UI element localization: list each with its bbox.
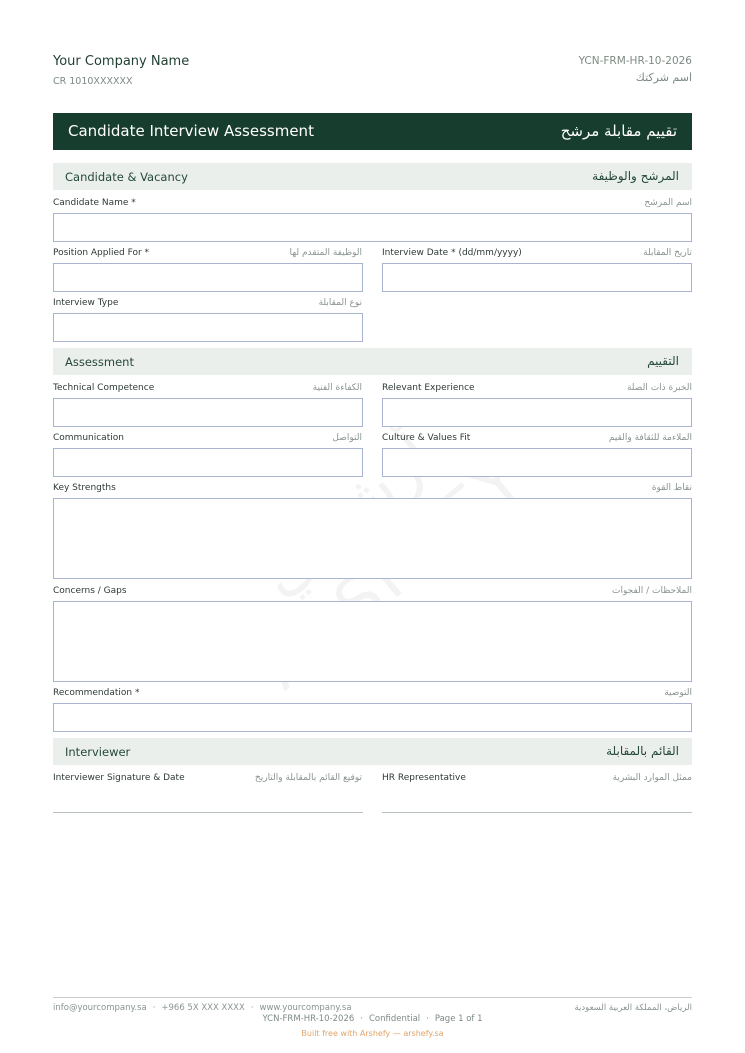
interviewer-signature-label-arabic: توقيع القائم بالمقابلة والتاريخ — [254, 773, 362, 783]
experience-label: Relevant Experience — [382, 383, 475, 393]
section-title-arabic: القائم بالمقابلة — [606, 744, 679, 758]
footer-phone: +966 5X XXX XXXX — [161, 1003, 245, 1013]
section-title-arabic: التقييم — [647, 354, 679, 368]
communication-label: Communication — [53, 433, 124, 443]
footer-page-number: Page 1 of 1 — [434, 1014, 483, 1024]
footer-contact: info@yourcompany.sa · +966 5X XXX XXXX · www.yourcompany.sa — [53, 1003, 352, 1013]
footer-credit-link[interactable]: Built free with Arshefy — arshefy.sa — [301, 1029, 444, 1038]
company-name: Your Company Name — [53, 54, 190, 69]
position-label-arabic: الوظيفة المتقدم لها — [289, 248, 362, 258]
document-code: YCN-FRM-HR-10-2026 — [578, 55, 692, 67]
section-interviewer — [53, 738, 692, 765]
experience-label-arabic: الخبرة ذات الصلة — [626, 383, 692, 393]
footer-website[interactable]: www.yourcompany.sa — [259, 1003, 352, 1013]
hr-signature-line[interactable] — [382, 812, 692, 813]
interview-date-label: Interview Date * (dd/mm/yyyy) — [382, 248, 522, 258]
candidate-name-label-arabic: اسم المرشح — [644, 198, 692, 208]
recommendation-label-arabic: التوصية — [664, 688, 692, 698]
interview-type-label-arabic: نوع المقابلة — [318, 298, 362, 308]
footer-divider — [53, 997, 692, 998]
experience-field[interactable] — [382, 398, 692, 427]
culture-label-arabic: الملاءمة للثقافة والقيم — [608, 433, 692, 443]
communication-label-arabic: التواصل — [332, 433, 362, 443]
strengths-label-arabic: نقاط القوة — [651, 483, 692, 493]
position-field[interactable] — [53, 263, 363, 292]
footer-doc-code: YCN-FRM-HR-10-2026 — [262, 1014, 355, 1024]
position-label: Position Applied For * — [53, 248, 150, 258]
company-name-arabic: اسم شركتك — [635, 71, 692, 84]
candidate-name-field[interactable] — [53, 213, 692, 242]
technical-label-arabic: الكفاءة الفنية — [312, 383, 362, 393]
recommendation-field[interactable] — [53, 703, 692, 732]
section-candidate-vacancy — [53, 163, 692, 190]
hr-representative-label: HR Representative — [382, 773, 466, 783]
concerns-label: Concerns / Gaps — [53, 586, 127, 596]
interview-type-field[interactable] — [53, 313, 363, 342]
form-title-bar — [53, 113, 692, 150]
strengths-label: Key Strengths — [53, 483, 116, 493]
technical-field[interactable] — [53, 398, 363, 427]
hr-representative-label-arabic: ممثل الموارد البشرية — [612, 773, 692, 783]
interviewer-signature-line[interactable] — [53, 812, 363, 813]
section-title: Interviewer — [65, 745, 131, 759]
section-title: Assessment — [65, 355, 134, 369]
concerns-label-arabic: الملاحظات / الفجوات — [612, 586, 692, 596]
section-assessment — [53, 348, 692, 375]
interview-date-label-arabic: تاريخ المقابلة — [643, 248, 692, 258]
recommendation-label: Recommendation * — [53, 688, 140, 698]
section-title-arabic: المرشح والوظيفة — [592, 169, 679, 183]
footer-email[interactable]: info@yourcompany.sa — [53, 1003, 147, 1013]
strengths-field[interactable] — [53, 498, 692, 579]
form-title-arabic: تقييم مقابلة مرشح — [560, 122, 677, 140]
interviewer-signature-label: Interviewer Signature & Date — [53, 773, 185, 783]
candidate-name-label: Candidate Name * — [53, 198, 136, 208]
communication-field[interactable] — [53, 448, 363, 477]
technical-label: Technical Competence — [53, 383, 155, 393]
form-title: Candidate Interview Assessment — [68, 122, 314, 140]
footer-meta: YCN-FRM-HR-10-2026 · Confidential · Page 1 of 1 — [262, 1014, 483, 1024]
culture-label: Culture & Values Fit — [382, 433, 471, 443]
footer-address-arabic: الرياض، المملكة العربية السعودية — [574, 1003, 692, 1013]
footer-confidential: Confidential — [368, 1014, 421, 1024]
company-cr-number: CR 1010XXXXXX — [53, 76, 133, 87]
interview-date-field[interactable] — [382, 263, 692, 292]
section-title: Candidate & Vacancy — [65, 170, 188, 184]
concerns-field[interactable] — [53, 601, 692, 682]
culture-field[interactable] — [382, 448, 692, 477]
interview-type-label: Interview Type — [53, 298, 119, 308]
